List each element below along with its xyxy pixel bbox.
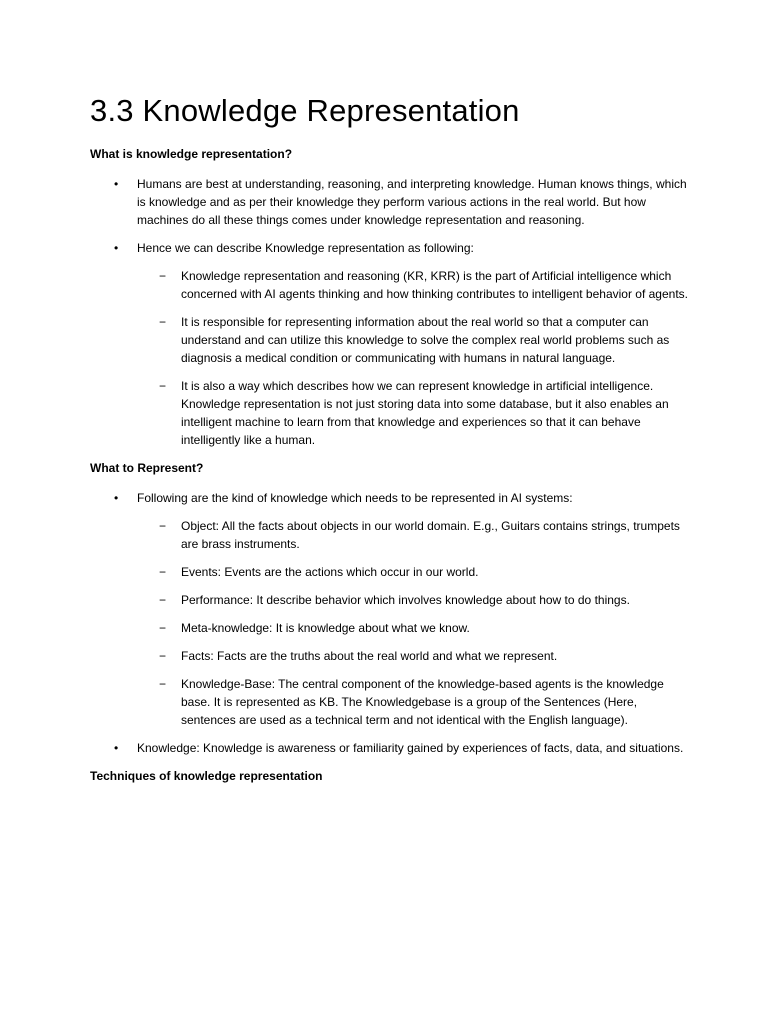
sub-item-text: Meta-knowledge: It is knowledge about what we know.: [181, 621, 470, 636]
sub-item: [137, 675, 688, 729]
sub-item: [137, 377, 688, 449]
dash-marker: −: [159, 379, 167, 394]
dash-marker: −: [159, 621, 167, 636]
section-heading: What to Represent?: [90, 461, 204, 476]
bullet-text: Humans are best at understanding, reasoning, and interpreting knowledge. Human knows things, which is knowledge and as per their knowledge they perform various actions in the real world. But how machines do all these things comes under knowledge representation and reasoning.: [137, 177, 687, 228]
sub-item: [137, 591, 688, 609]
sub-item: [137, 563, 688, 581]
dash-marker: −: [159, 565, 167, 580]
bullet-list: [90, 489, 688, 757]
sub-item-text: Knowledge representation and reasoning (KR, KRR) is the part of Artificial intelligence which concerned with AI agents thinking and how thinking contributes to intelligent behavior of agents.: [181, 269, 688, 302]
sub-item: [137, 313, 688, 367]
section-heading: What is knowledge representation?: [90, 147, 293, 162]
dash-marker: −: [159, 649, 167, 664]
sub-item-text: Events: Events are the actions which occur in our world.: [181, 565, 479, 580]
sub-item: [137, 517, 688, 553]
dash-marker: −: [159, 315, 167, 330]
bullet-item: [90, 489, 688, 729]
dash-marker: −: [159, 519, 167, 534]
sub-item-text: Performance: It describe behavior which involves knowledge about how to do things.: [181, 593, 630, 608]
dash-marker: −: [159, 269, 167, 284]
sub-item-text: It is also a way which describes how we can represent knowledge in artificial intelligence. Knowledge representation is not just storing data into some database, but it also enables an intelligent machine to learn from that knowledge and experiences so that it can behave intelligently like a human.: [181, 379, 669, 448]
sub-item: [137, 267, 688, 303]
bullet-text: Following are the kind of knowledge which needs to be represented in AI systems:: [137, 491, 573, 506]
section-what-is-kr: [90, 145, 688, 449]
section-what-to-represent: [90, 459, 688, 757]
bullet-marker: •: [114, 491, 119, 506]
bullet-marker: •: [114, 241, 119, 256]
bullet-text: Hence we can describe Knowledge representation as following:: [137, 241, 474, 256]
sub-item-text: Knowledge-Base: The central component of the knowledge-based agents is the knowledge base. It is represented as KB. The Knowledgebase is a group of the Sentences (Here, sentences are used as a technical term and not identical with the English language).: [181, 677, 664, 728]
bullet-item: [90, 239, 688, 449]
sub-item-text: Facts: Facts are the truths about the real world and what we represent.: [181, 649, 558, 664]
sub-list: [137, 267, 688, 449]
sub-item-text: It is responsible for representing information about the real world so that a computer can understand and can utilize this knowledge to solve the complex real world problems such as diagnosis a medical condition or communicating with humans in natural language.: [181, 315, 670, 366]
sub-item: [137, 619, 688, 637]
dash-marker: −: [159, 677, 167, 692]
bullet-item: [90, 739, 688, 757]
bullet-text: Knowledge: Knowledge is awareness or familiarity gained by experiences of facts, data, and situations.: [137, 741, 684, 756]
bullet-marker: •: [114, 741, 119, 756]
section-techniques: [90, 767, 688, 785]
sub-item-text: Object: All the facts about objects in our world domain. E.g., Guitars contains strings, trumpets are brass instruments.: [181, 519, 680, 552]
bullet-list: [90, 175, 688, 449]
sub-item: [137, 647, 688, 665]
dash-marker: −: [159, 593, 167, 608]
page-title: 3.3 Knowledge Representation: [90, 93, 520, 128]
bullet-item: [90, 175, 688, 229]
section-heading: Techniques of knowledge representation: [90, 769, 323, 784]
bullet-marker: •: [114, 177, 119, 192]
sub-list: [137, 517, 688, 729]
